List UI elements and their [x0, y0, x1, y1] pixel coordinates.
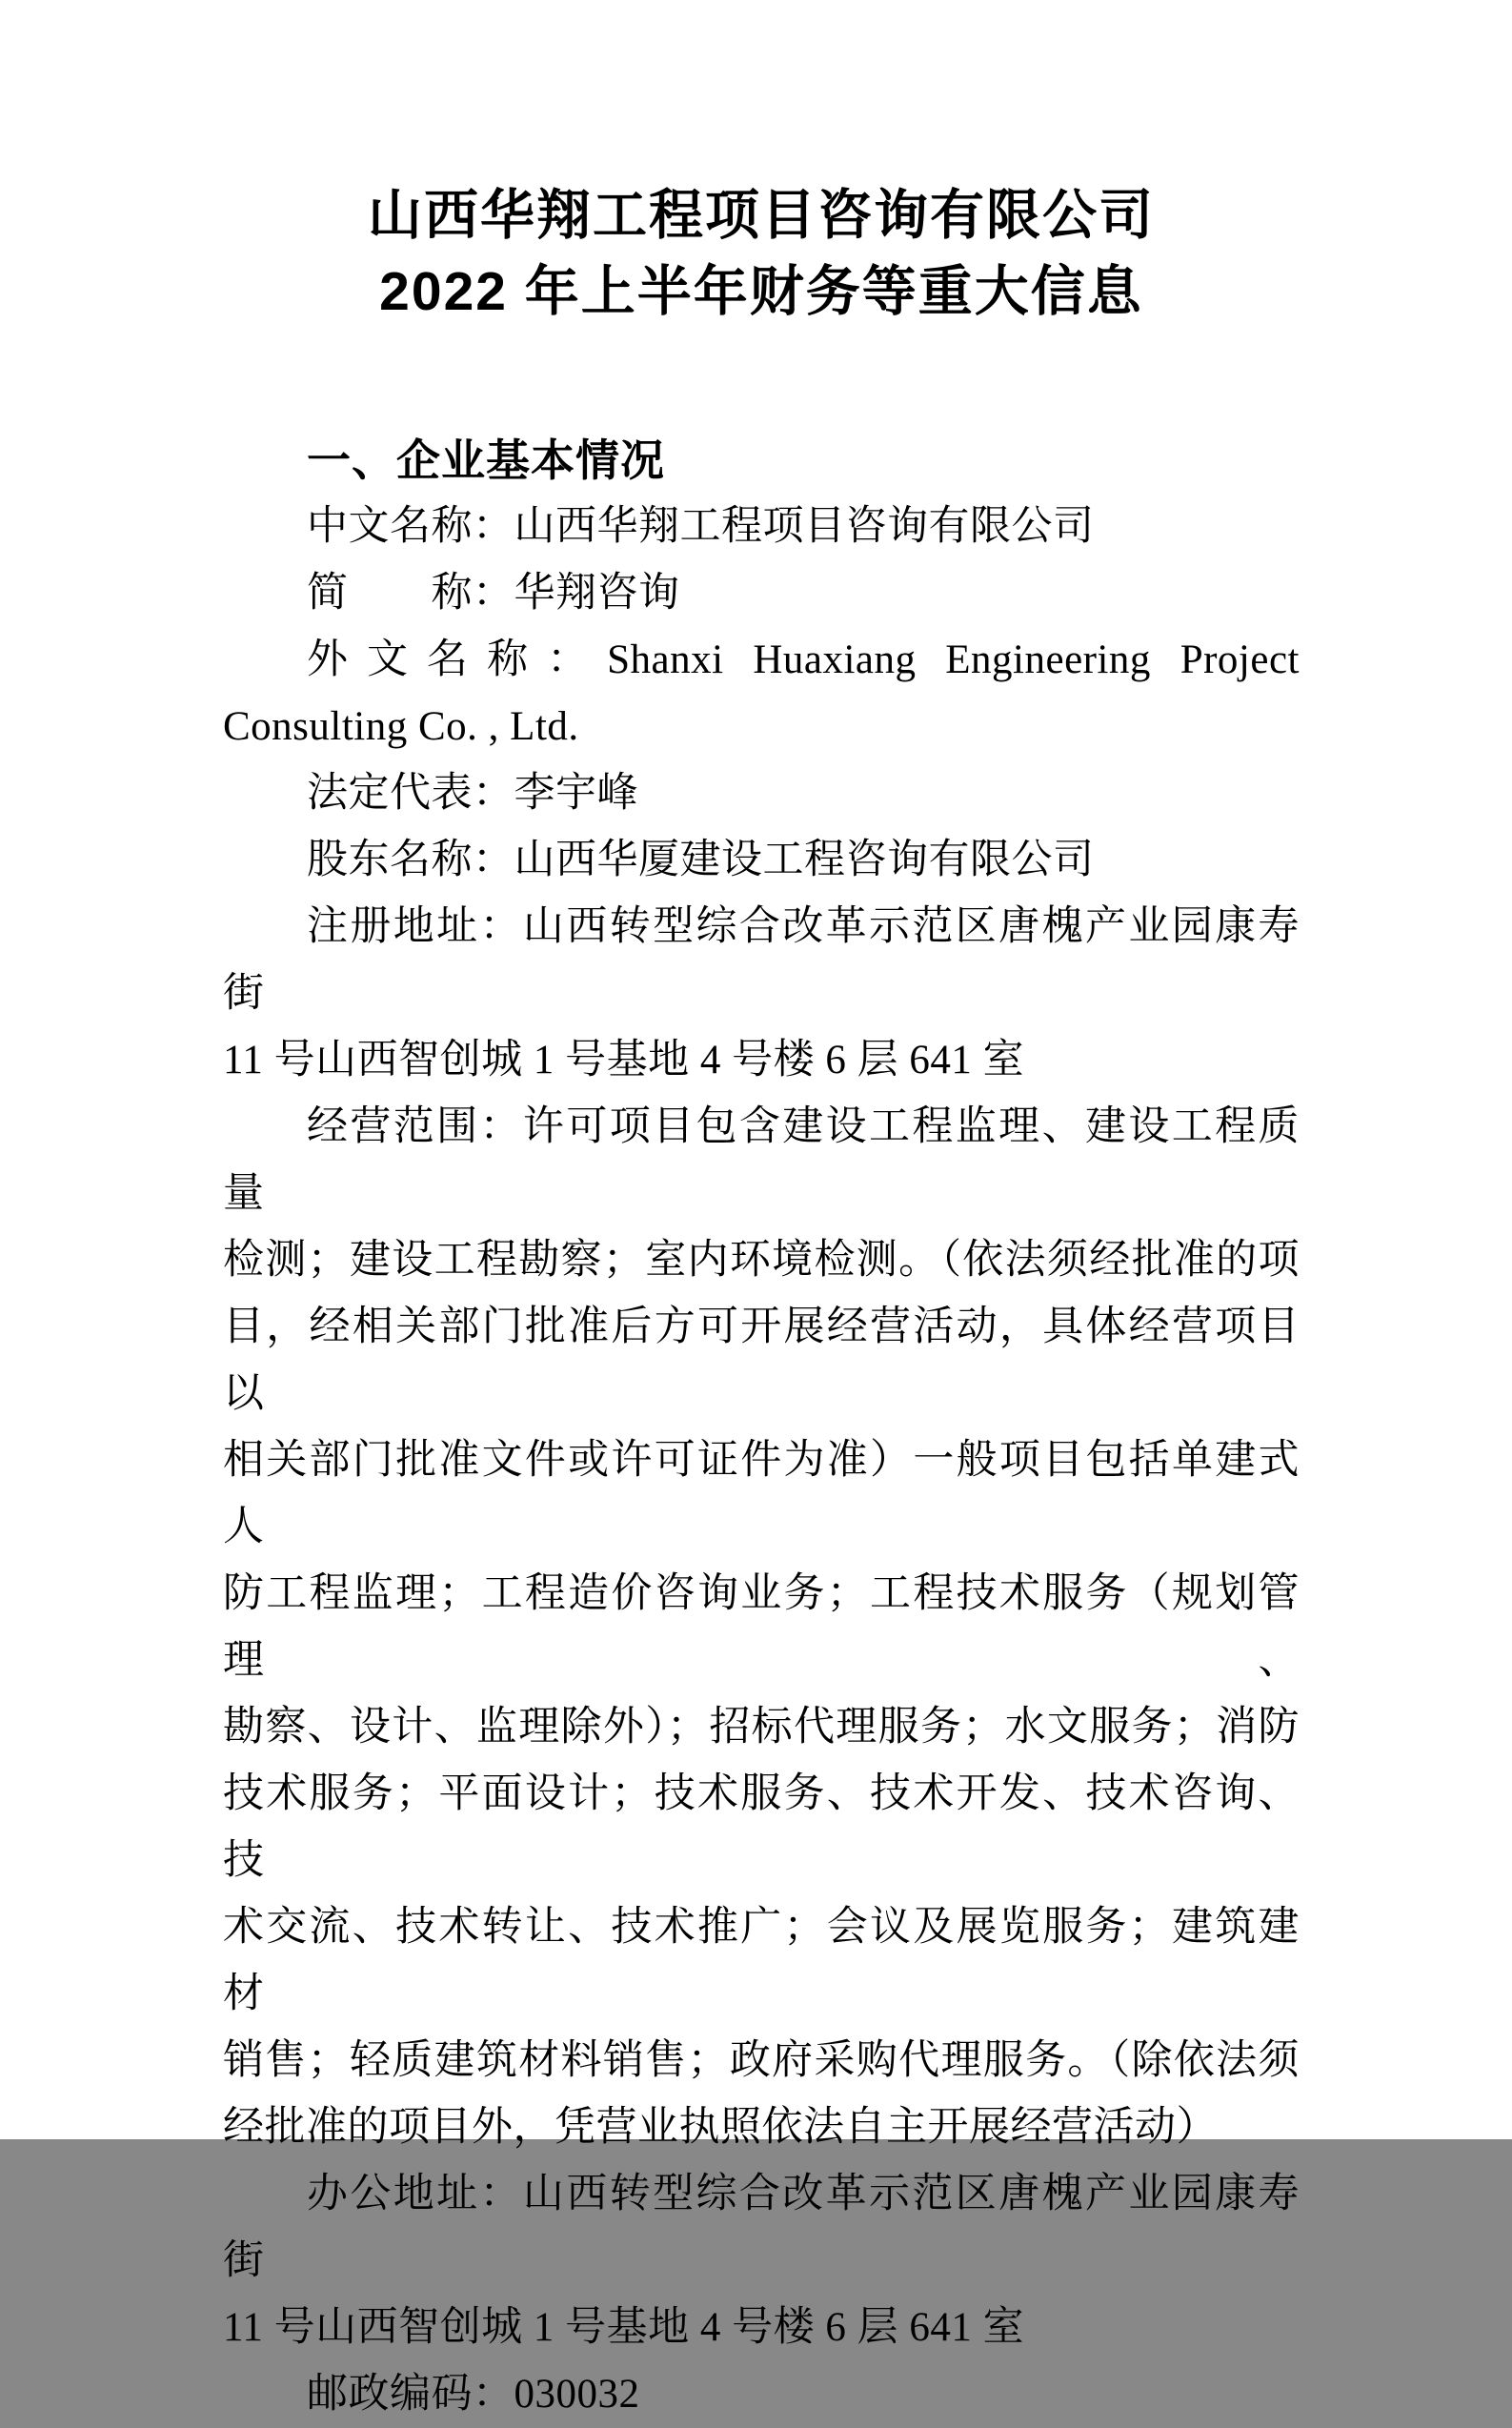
short-name-line: 简 称：华翔咨询	[307, 571, 680, 616]
business-scope-line-9: 销售；轻质建筑材料销售；政府采购代理服务。（除依法须	[223, 2038, 1300, 2083]
english-name-line-1: 外文名称：Shanxi Huaxiang Engineering Project	[307, 637, 1300, 682]
section-heading-basic-info: 一、企业基本情况	[307, 435, 665, 485]
legal-representative-line: 法定代表：李宇峰	[307, 771, 638, 816]
shareholder-name-line: 股东名称：山西华厦建设工程咨询有限公司	[307, 838, 1095, 882]
english-name-line-2: Consulting Co. , Ltd.	[223, 704, 579, 749]
office-address-line-1: 办公地址：山西转型综合改革示范区唐槐产业园康寿街	[223, 2172, 1300, 2283]
business-scope-line-10: 经批准的项目外，凭营业执照依法自主开展经营活动）	[223, 2105, 1218, 2150]
paragraph-english-name	[223, 627, 1300, 760]
business-scope-line-7: 技术服务；平面设计；技术服务、技术开发、技术咨询、技	[223, 1771, 1300, 1883]
paragraph-short-name	[223, 560, 1300, 627]
registered-address-line-2: 11 号山西智创城 1 号基地 4 号楼 6 层 641 室	[223, 1038, 1025, 1082]
office-address-line-2: 11 号山西智创城 1 号基地 4 号楼 6 层 641 室	[223, 2305, 1025, 2350]
business-scope-line-3: 目，经相关部门批准后方可开展经营活动，具体经营项目以	[223, 1305, 1300, 1416]
registered-address-line-1: 注册地址：山西转型综合改革示范区唐槐产业园康寿街	[223, 904, 1300, 1016]
business-scope-line-4: 相关部门批准文件或许可证件为准）一般项目包括单建式人	[223, 1438, 1300, 1549]
business-scope-line-1: 经营范围：许可项目包含建设工程监理、建设工程质量	[223, 1104, 1300, 1216]
title-line-2: 2022 年上半年财务等重大信息	[379, 261, 1143, 322]
business-scope-line-5: 防工程监理；工程造价咨询业务；工程技术服务（规划管理、	[223, 1571, 1300, 1683]
title-line-1: 山西华翔工程项目咨询有限公司	[368, 185, 1155, 246]
paragraph-business-scope	[223, 1094, 1300, 2161]
paragraph-shareholder-name	[223, 827, 1300, 894]
business-scope-line-8: 术交流、技术转让、技术推广；会议及展览服务；建筑建材	[223, 1905, 1300, 2016]
paragraph-registered-address	[223, 894, 1300, 1094]
business-scope-line-2: 检测；建设工程勘察；室内环境检测。（依法须经批准的项	[223, 1238, 1300, 1283]
business-scope-line-6: 勘察、设计、监理除外）；招标代理服务；水文服务；消防	[223, 1705, 1300, 1750]
postal-code-line: 邮政编码：030032	[307, 2372, 640, 2417]
paragraph-chinese-name	[223, 494, 1300, 560]
chinese-name-line: 中文名称：山西华翔工程项目咨询有限公司	[307, 504, 1095, 549]
paragraph-legal-representative	[223, 760, 1300, 827]
paragraph-office-address	[223, 2161, 1300, 2361]
document-title	[223, 0, 1300, 330]
document-body	[223, 494, 1300, 2428]
paragraph-postal-code	[223, 2361, 1300, 2428]
